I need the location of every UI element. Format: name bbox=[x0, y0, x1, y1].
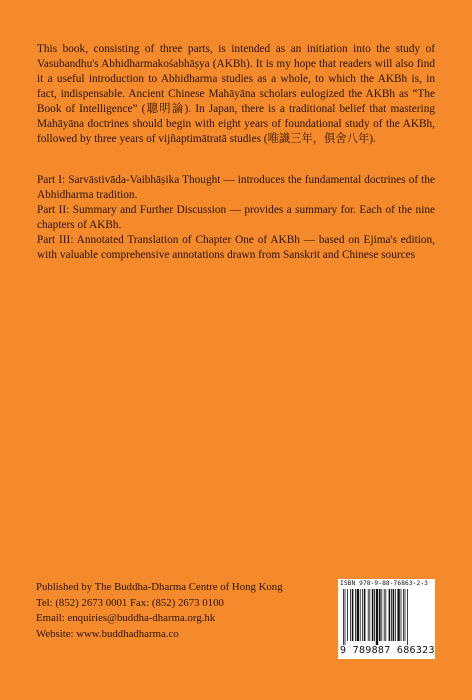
barcode-bar bbox=[393, 589, 395, 641]
publisher-website: Website: www.buddhadharma.co bbox=[36, 627, 179, 640]
barcode-bar bbox=[347, 589, 348, 641]
isbn-barcode bbox=[338, 579, 435, 659]
barcode-bar bbox=[405, 589, 406, 641]
intro-paragraph: This book, consisting of three parts, is intended as an initiation into the study of Vasubandhu's Abhidharmakośabhāṣya (AKBh). It is my hope that readers will also find it a useful introduction to Abhidharma studies as a whole, to which the AKBh is, in fact, indispensable. Ancient Chinese Mahāyāna scholars eulogized the AKBh as “The Book of Intelligence” (聰明論). In Japan, there is a traditional belief that mastering Mahāyāna doctrines should begin with eight years of foundational study of the AKBh, followed by three years of vijñaptimātratā studies (唯識三年，俱舍八年). bbox=[37, 43, 435, 145]
barcode-bar bbox=[397, 589, 399, 641]
barcode-bar bbox=[369, 589, 370, 641]
barcode-digits: 9 789887 686323 bbox=[340, 645, 435, 656]
publisher-info bbox=[36, 580, 326, 642]
barcode-bar bbox=[401, 589, 402, 641]
publisher-email: Email: enquiries@buddha-dharma.org.hk bbox=[36, 612, 216, 625]
barcode-bar bbox=[379, 589, 381, 641]
barcode-bar bbox=[381, 589, 382, 641]
barcode-bar bbox=[403, 589, 404, 641]
barcode-bar bbox=[374, 589, 375, 641]
barcode-bar bbox=[343, 589, 344, 645]
barcode-bar bbox=[345, 589, 346, 645]
barcode-bar bbox=[385, 589, 386, 641]
barcode-bar bbox=[376, 589, 378, 645]
barcode-bar bbox=[384, 589, 385, 641]
barcode-bar bbox=[355, 589, 356, 641]
publisher-phone: Tel: (852) 2673 0001 Fax: (852) 2673 0100 bbox=[36, 596, 224, 609]
publisher-name: Published by The Buddha-Dharma Centre of Hong Kong bbox=[36, 581, 283, 593]
barcode-bar bbox=[357, 589, 359, 641]
barcode-bar bbox=[364, 589, 366, 641]
part-two: Part II: Summary and Further Discussion — provides a summary for. Each of the nine chapters of AKBh. bbox=[37, 204, 435, 231]
barcode-icon bbox=[343, 589, 430, 645]
barcode-bar bbox=[389, 589, 391, 641]
barcode-bar bbox=[372, 589, 374, 641]
barcode-bar bbox=[362, 589, 363, 641]
parts-list bbox=[37, 173, 435, 263]
barcode-bar bbox=[407, 589, 408, 645]
part-one: Part I: Sarvāstivāda-Vaibhāṣika Thought — introduces the fundamental doctrines of the Abhidharma tradition. bbox=[37, 174, 435, 201]
barcode-bar bbox=[352, 589, 354, 641]
barcode-bar bbox=[391, 589, 392, 641]
barcode-bar bbox=[360, 589, 361, 641]
isbn-label: ISBN 978-9-88-76863-2-3 bbox=[340, 580, 428, 587]
barcode-bar bbox=[350, 589, 351, 641]
barcode-bar bbox=[368, 589, 369, 641]
barcode-bar bbox=[395, 589, 396, 641]
part-three: Part III: Annotated Translation of Chapter One of AKBh — based on Ejima's edition, with valuable comprehensive annotations drawn from Sanskrit and Chinese sources bbox=[37, 234, 435, 261]
